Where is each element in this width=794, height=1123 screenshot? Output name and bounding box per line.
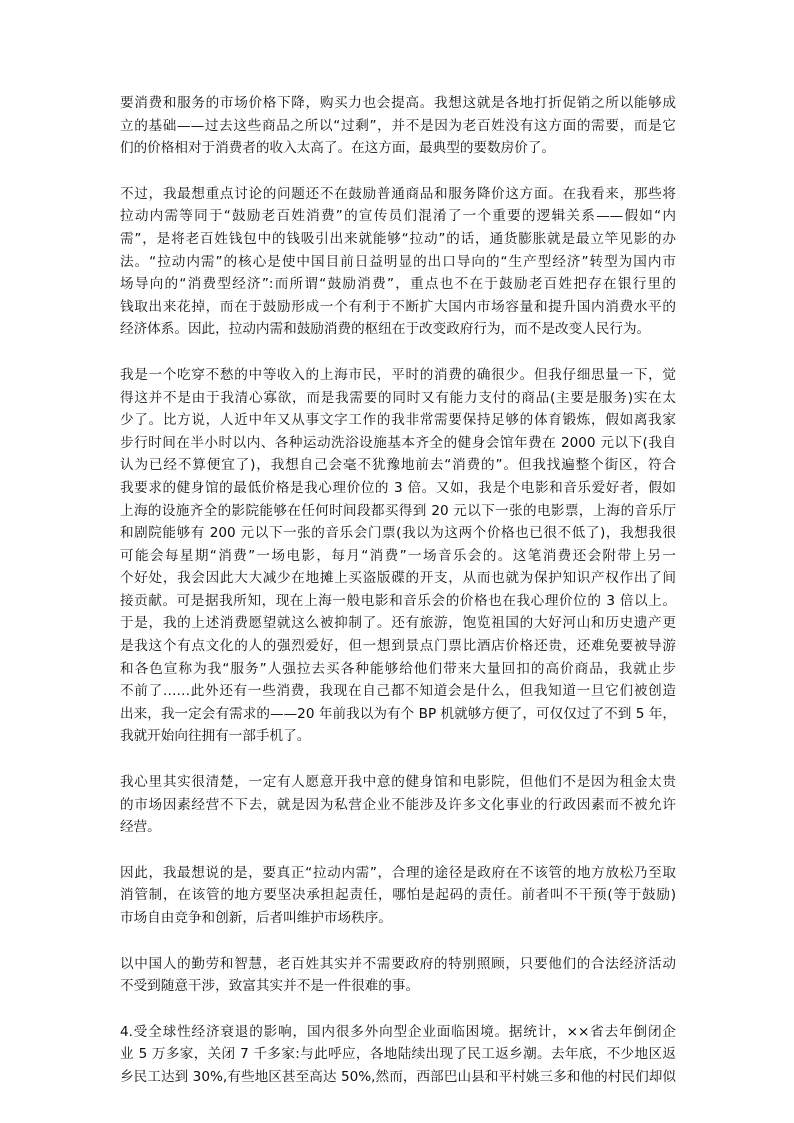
text-line: 认为已经不算便宜了)，我想自己会毫不犹豫地前去“消费的”。但我找遍整个街区，符合 <box>120 457 676 474</box>
text-line: 经营。 <box>120 819 161 836</box>
text-line: 不过，我最想重点讨论的问题还不在鼓励普通商品和服务降价这方面。在我看来，那些将 <box>120 185 676 202</box>
text-line: 于是，我的上述消费愿望就这么被抑制了。还有旅游，饱览祖国的大好河山和历史遗产更 <box>120 615 676 632</box>
text-line: 乡民工达到 30%,有些地区甚至高达 50%,然而，西部巴山县和平村姚三多和他的村民们却似 <box>120 1068 676 1085</box>
text-line: 步行时间在半小时以内、各种运动洗浴设施基本齐全的健身会馆年费在 2000 元以下(我自 <box>120 434 676 451</box>
text-line: 法。“拉动内需”的核心是使中国目前日益明显的出口导向的“生产型经济”转型为国内市 <box>120 253 676 270</box>
text-line: 市场自由竞争和创新，后者叫维护市场秩序。 <box>120 910 392 926</box>
text-line: 我心里其实很清楚，一定有人愿意开我中意的健身馆和电影院，但他们不是因为租金太贵 <box>120 774 676 791</box>
text-line: 接贡献。可是据我所知，现在上海一般电影和音乐会的价格也在我心理价位的 3 倍以上。 <box>120 592 676 609</box>
paragraph-4 <box>120 771 676 839</box>
text-line: 我就开始向往拥有一部手机了。 <box>120 728 311 745</box>
text-line: 以中国人的勤劳和智慧，老百姓其实并不需要政府的特别照顾，只要他们的合法经济活动 <box>120 955 676 972</box>
paragraph-1 <box>120 92 676 160</box>
text-line: 出来，我一定会有需求的——20 年前我以为有个 BP 机就够方便了，可仅仅过了不到 5 年， <box>120 705 676 722</box>
text-line: 场导向的“消费型经济”:而所谓“鼓励消费”，重点也不在于鼓励老百姓把存在银行里的 <box>120 276 676 293</box>
text-line: 可能会每星期“消费”一场电影，每月“消费”一场音乐会的。这笔消费还会附带上另一 <box>120 547 676 564</box>
paragraph-3 <box>120 364 676 748</box>
text-line: 需”，是将老百姓钱包中的钱吸引出来就能够“拉动”的话，通货膨胀就是最立竿见影的办 <box>120 230 676 247</box>
text-line: 上海的设施齐全的影院能够在任何时间段都买得到 20 元以下一张的电影票，上海的音乐厅 <box>120 502 676 519</box>
text-line: 钱取出来花掉，而在于鼓励形成一个有利于不断扩大国内市场容量和提升国内消费水平的 <box>120 298 676 315</box>
paragraph-5 <box>120 862 676 930</box>
text-line: 个好处，我会因此大大减少在地摊上买盗版碟的开支，从而也就为保护知识产权作出了间 <box>120 570 676 587</box>
text-line: 的市场因素经营不下去，就是因为私营企业不能涉及许多文化事业的行政因素而不被允许 <box>120 796 676 813</box>
text-line: 少了。比方说，人近中年又从事文字工作的我非常需要保持足够的体育锻炼，假如离我家 <box>120 412 676 429</box>
paragraph-2 <box>120 183 676 341</box>
text-line: 我是一个吃穿不愁的中等收入的上海市民，平时的消费的确很少。但我仔细思量一下，觉 <box>120 366 676 383</box>
text-line: 要消费和服务的市场价格下降，购买力也会提高。我想这就是各地打折促销之所以能够成 <box>120 95 676 111</box>
text-line: 不前了……此外还有一些消费，我现在自己都不知道会是什么，但我知道一旦它们被创造 <box>120 683 676 700</box>
text-line: 不受到随意干涉，致富其实并不是一件很难的事。 <box>120 978 420 995</box>
text-line: 因此，我最想说的是，要真正“拉动内需”，合理的途径是政府在不该管的地方放松乃至取 <box>120 864 676 881</box>
text-line: 们的价格相对于消费者的收入太高了。在这方面，最典型的要数房价了。 <box>120 140 555 157</box>
text-line: 业 5 万多家，关闭 7 千多家:与此呼应，各地陆续出现了民工返乡潮。去年底，不少地区返 <box>120 1046 676 1063</box>
text-line: 和各色宣称为我“服务”人强拉去买各种能够给他们带来大量回扣的高价商品，我就止步 <box>120 660 676 677</box>
document-page <box>120 92 676 1112</box>
text-line: 和剧院能够有 200 元以下一张的音乐会门票(我以为这两个价格也已很不低了)，我想我很 <box>120 525 676 542</box>
paragraph-7 <box>120 1021 676 1089</box>
text-line: 拉动内需等同于“鼓励老百姓消费”的宣传员们混淆了一个重要的逻辑关系——假如“内 <box>120 208 676 225</box>
text-line: 立的基础——过去这些商品之所以“过剩”，并不是因为老百姓没有这方面的需要，而是它 <box>120 117 676 134</box>
text-line: 消管制，在该管的地方要坚决承担起责任，哪怕是起码的责任。前者叫不干预(等于鼓励) <box>120 887 676 904</box>
text-line: 得这并不是由于我清心寡欲，而是我需要的同时又有能力支付的商品(主要是服务)实在太 <box>120 389 676 406</box>
text-line: 4.受全球性经济衰退的影响，国内很多外向型企业面临困境。据统计，××省去年倒闭企 <box>120 1023 676 1040</box>
text-line: 经济体系。因此，拉动内需和鼓励消费的枢纽在于改变政府行为，而不是改变人民行为。 <box>120 321 651 338</box>
text-line: 我要求的健身馆的最低价格是我心理价位的 3 倍。又如，我是个电影和音乐爱好者，假如 <box>120 479 676 496</box>
text-line: 是我这个有点文化的人的强烈爱好，但一想到景点门票比酒店价格还贵，还难免要被导游 <box>120 638 676 655</box>
paragraph-6 <box>120 953 676 998</box>
